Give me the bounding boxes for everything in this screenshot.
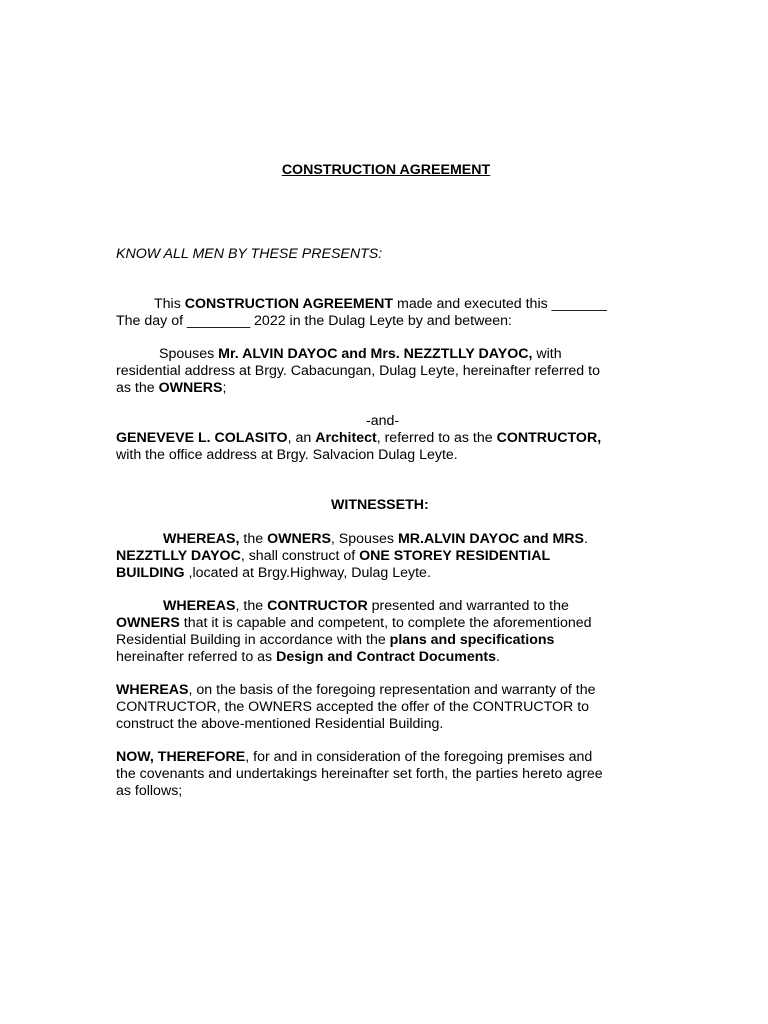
whereas-owners-paragraph: WHEREAS, the OWNERS, Spouses MR.ALVIN DAYOC and MRS. NEZZTLLY DAYOC, shall construct of ONE STOREY RESIDENTIAL BUILDING ,located at Brgy.Highway, Dulag Leyte. bbox=[116, 531, 588, 581]
whereas-contractor-paragraph: WHEREAS, the CONTRUCTOR presented and warranted to the OWNERS that it is capable and competent, to complete the aforementioned Residential Building in accordance with the plans and specifications hereinafter referred to as Design and Contract Documents. bbox=[116, 598, 592, 665]
owners-paragraph: Spouses Mr. ALVIN DAYOC and Mrs. NEZZTLLY DAYOC, with residential address at Brgy. Cabacungan, Dulag Leyte, hereinafter referred to as the OWNERS; bbox=[116, 346, 600, 396]
now-therefore-paragraph: NOW, THEREFORE, for and in consideration of the foregoing premises and the covenants and undertakings hereinafter set forth, the parties hereto agree as follows; bbox=[116, 749, 603, 799]
witnesseth-heading: WITNESSETH: bbox=[331, 497, 429, 513]
preamble: KNOW ALL MEN BY THESE PRESENTS: bbox=[116, 246, 383, 262]
whereas-basis-paragraph: WHEREAS, on the basis of the foregoing representation and warranty of the CONTRUCTOR, the OWNERS accepted the offer of the CONTRUCTOR to construct the above-mentioned Residential Building. bbox=[116, 682, 596, 732]
document-title: CONSTRUCTION AGREEMENT bbox=[281, 162, 491, 178]
and-separator: -and- bbox=[366, 413, 400, 429]
contractor-paragraph: GENEVEVE L. COLASITO, an Architect, referred to as the CONTRUCTOR, with the office address at Brgy. Salvacion Dulag Leyte. bbox=[116, 430, 602, 463]
intro-paragraph: This CONSTRUCTION AGREEMENT made and executed this _______ The day of ________ 2022 in the Dulag Leyte by and between: bbox=[116, 296, 607, 329]
